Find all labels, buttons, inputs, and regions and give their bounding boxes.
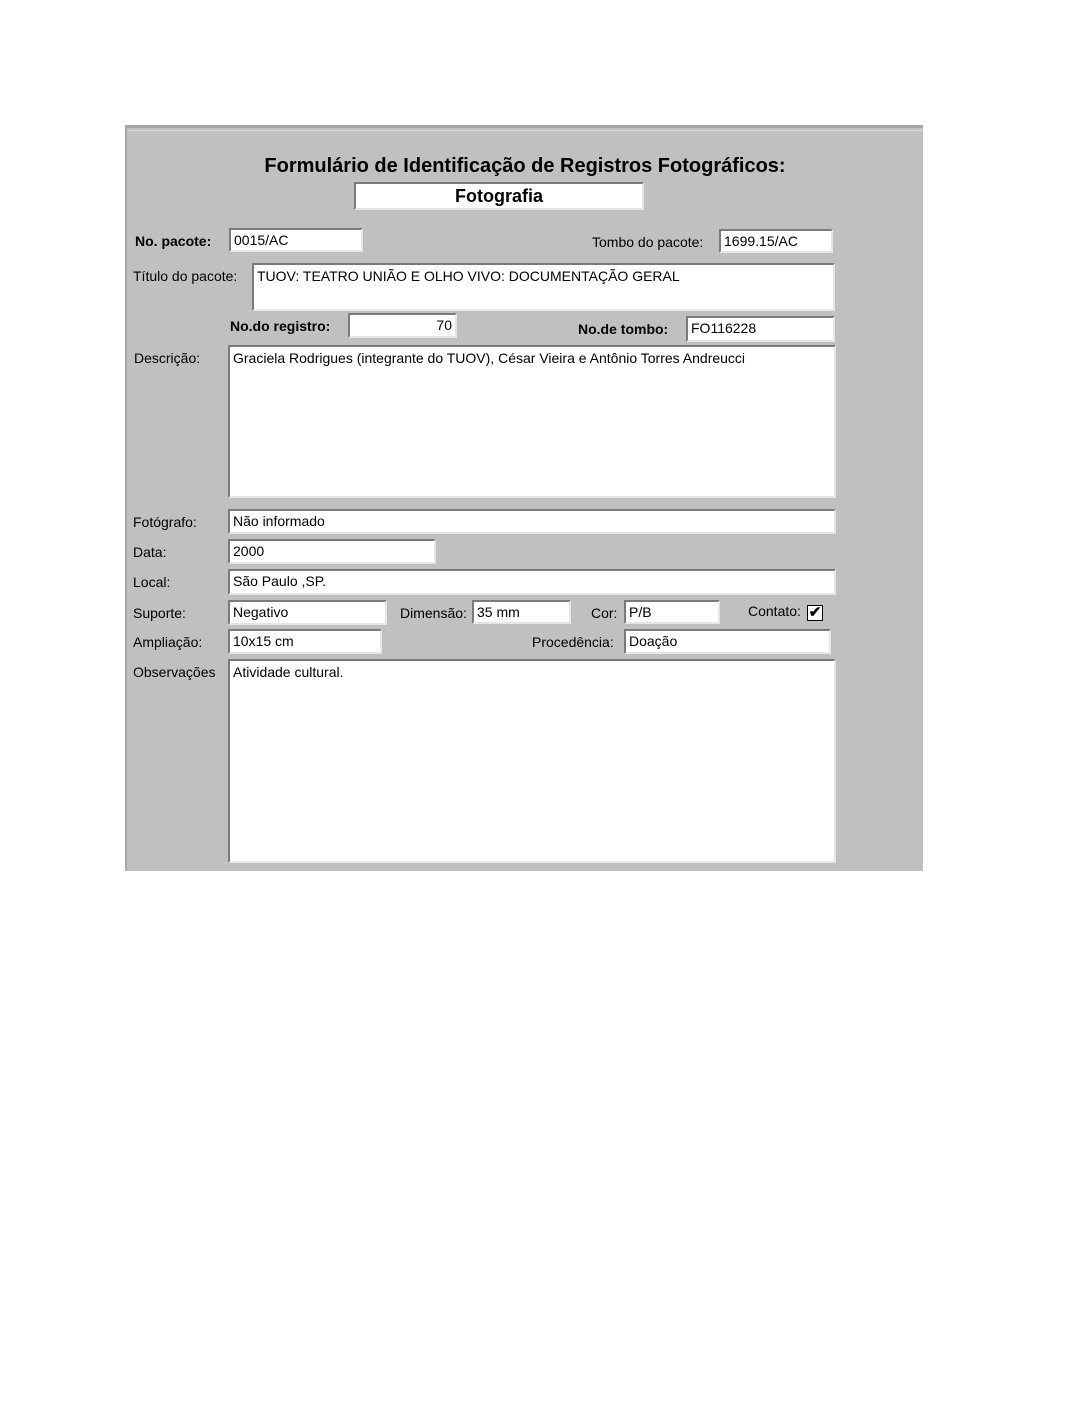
titulo-pacote-field[interactable]: TUOV: TEATRO UNIÃO E OLHO VIVO: DOCUMENTAÇÃO GERAL [252,263,835,311]
observacoes-field[interactable]: Atividade cultural. [228,659,836,863]
contato-label: Contato: [748,603,801,619]
dimensao-label: Dimensão: [400,605,467,621]
no-tombo-field[interactable]: FO116228 [686,316,835,342]
contato-checkbox[interactable]: ✔ [808,604,822,621]
suporte-field[interactable]: Negativo [228,600,387,625]
observacoes-label: Observações [133,664,216,680]
tombo-pacote-label: Tombo do pacote: [592,234,704,250]
descricao-field[interactable]: Graciela Rodrigues (integrante do TUOV), César Vieira e Antônio Torres Andreucci [228,345,836,498]
local-label: Local: [133,574,171,590]
data-label: Data: [133,544,167,560]
cor-field[interactable]: P/B [624,600,720,624]
ampliacao-label: Ampliação: [133,634,203,650]
local-field[interactable]: São Paulo ,SP. [228,569,836,595]
form-subtitle: Fotografia [354,182,644,210]
fotografo-label: Fotógrafo: [133,514,197,530]
no-registro-label: No.do registro: [230,318,331,334]
ampliacao-field[interactable]: 10x15 cm [228,629,382,654]
cor-label: Cor: [591,605,618,621]
form-panel [125,125,923,871]
titulo-pacote-label: Título do pacote: [133,268,238,284]
suporte-label: Suporte: [133,605,186,621]
tombo-pacote-field[interactable]: 1699.15/AC [719,229,833,253]
no-registro-field[interactable]: 70 [348,313,457,338]
procedencia-field[interactable]: Doação [624,629,831,654]
no-pacote-label: No. pacote: [135,233,212,249]
no-pacote-field[interactable]: 0015/AC [229,228,363,252]
dimensao-field[interactable]: 35 mm [472,600,571,624]
no-tombo-label: No.de tombo: [578,321,669,337]
data-field[interactable]: 2000 [228,539,436,564]
form-title: Formulário de Identificação de Registros Fotográficos: [264,155,786,177]
descricao-label: Descrição: [134,350,201,366]
procedencia-label: Procedência: [532,634,614,650]
fotografo-field[interactable]: Não informado [228,509,836,534]
